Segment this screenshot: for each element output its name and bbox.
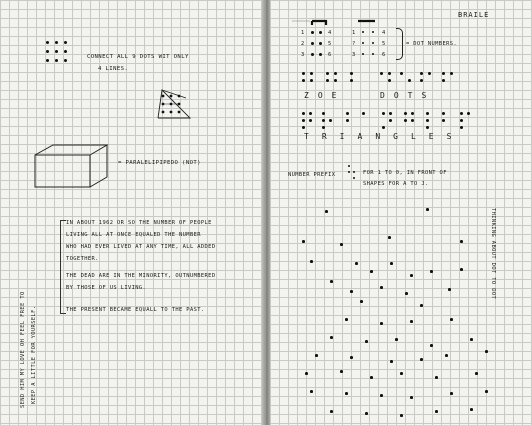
braille-caption-zoe [304,91,345,100]
connect-dot [365,340,368,343]
cell-number: 3 [352,52,356,58]
letter: R [321,132,340,141]
connect-dot [370,270,373,273]
connect-dot [310,260,313,263]
box-label: = PARALELIPIPEDO (NOT) [118,160,201,166]
connect-dot [340,370,343,373]
letter: E [428,132,447,141]
puzzle-instruction-line1: CONNECT ALL 9 DOTS WIT ONLY [87,54,189,60]
connect-dot [388,236,391,239]
number-prefix-note-line2: SHAPES FOR A TO J. [363,181,429,187]
connect-dot [420,304,423,307]
connect-dot [430,270,433,273]
braille-caption-dots [380,91,435,100]
letter: S [446,132,465,141]
dot-numbers-label: = DOT NUMBERS. [406,41,458,47]
letter: A [357,132,376,141]
connect-dot [330,336,333,339]
cell-number: ? [352,41,356,47]
dot-numbers-brace [396,28,403,60]
number-prefix-label: NUMBER PREFIX [288,172,336,178]
note-line: THE DEAD ARE IN THE MINORITY, OUTNUMBERED [66,273,216,279]
connect-dot [365,412,368,415]
cell-number: 4 [328,30,332,36]
cell-number: 2 [301,41,305,47]
connect-dot [405,292,408,295]
note-line: TOGETHER. [66,256,99,262]
letter: E [331,91,346,100]
letter: L [410,132,429,141]
letter: O [393,91,408,100]
connect-dot [390,262,393,265]
letter: I [339,132,358,141]
connect-dot [470,408,473,411]
left-notebook-page [0,0,264,425]
cell-number: 5 [382,41,386,47]
connect-dot [380,322,383,325]
connect-dot [310,390,313,393]
letter: Z [304,91,318,100]
cell-number: 5 [328,41,332,47]
connect-dot [380,394,383,397]
letter: N [375,132,394,141]
letter: G [393,132,411,141]
note-line: THE PRESENT BECAME EQUALL TO THE PAST. [66,307,205,313]
cell-number: 6 [382,52,386,58]
margin-note-line1: SEND HIM MY LOVE OH FEEL FREE TO [20,291,26,408]
connect-dot [410,274,413,277]
letter: S [421,91,436,100]
connect-dot [395,338,398,341]
connect-dot [400,414,403,417]
connect-dot [470,338,473,341]
connect-dot [302,240,305,243]
connect-dot [485,350,488,353]
note-line: IN ABOUT 1962 OR SO THE NUMBER OF PEOPLE [66,220,212,226]
connect-dot [485,390,488,393]
connect-dot [350,290,353,293]
connect-dot [360,300,363,303]
connect-dot [448,288,451,291]
braille-caption-triangles [304,132,464,141]
letter: O [317,91,332,100]
connect-dot [460,268,463,271]
puzzle-instruction-line2: 4 LINES. [98,66,129,72]
letter: D [380,91,394,100]
connect-dot [445,354,448,357]
note-line: LIVING ALL AT ONCE EQUALED THE NUMBER [66,232,201,238]
connect-dot [420,358,423,361]
connect-dot [330,280,333,283]
cell-number: 6 [328,52,332,58]
vertical-note: THINKING ABOUT DOT TO DOT [490,208,496,300]
connect-dot [355,262,358,265]
connect-dot [435,410,438,413]
connect-dot [430,344,433,347]
page-title: BRAILE [458,11,490,19]
connect-dot [410,320,413,323]
connect-dot [330,410,333,413]
connect-dot [400,372,403,375]
box-drawing [35,145,107,187]
connect-dot [380,286,383,289]
connect-dot [340,243,343,246]
cell-number: 1 [352,30,356,36]
connect-dot [426,208,429,211]
connect-dot [325,210,328,213]
note-line: BY THOSE OF US LIVING. [66,285,147,291]
letter: T [407,91,422,100]
letter: T [304,132,322,141]
right-notebook-page [270,0,532,425]
connect-dot [345,392,348,395]
puzzle-solution-drawing [0,0,264,425]
connect-dot [370,376,373,379]
connect-dot [475,372,478,375]
connect-dot [390,360,393,363]
connect-dot [410,396,413,399]
connect-dot [450,318,453,321]
cell-number: 1 [301,30,305,36]
connect-dot [350,356,353,359]
cell-number: 4 [382,30,386,36]
connect-dot [345,318,348,321]
connect-dot [435,376,438,379]
connect-dot [305,372,308,375]
connect-dot [460,240,463,243]
note-line: WHO HAD EVER LIVED AT ANY TIME, ALL ADDED [66,244,216,250]
number-prefix-note-line1: FOR 1 TO 0, IN FRONT OF [363,170,447,176]
margin-note-line2: KEEP A LITTLE FOR YOURSELF. [31,305,37,404]
connect-dot [450,392,453,395]
connect-dot [315,354,318,357]
cell-number: 3 [301,52,305,58]
